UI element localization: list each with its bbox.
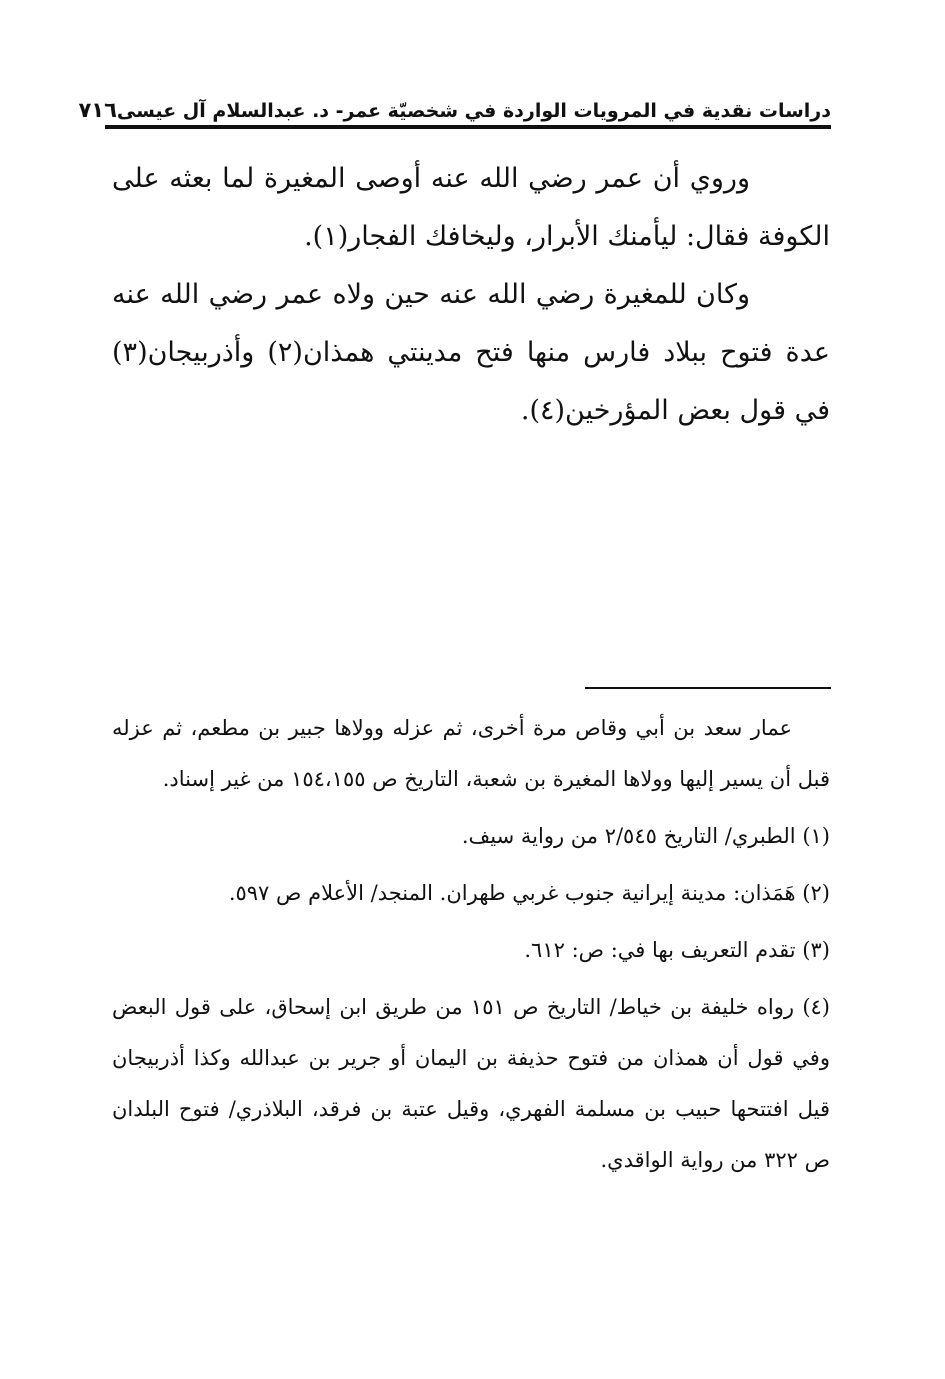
footnote-continuation: عمار سعد بن أبي وقاص مرة أخرى، ثم عزله وولاها جبير بن مطعم، ثم عزله قبل أن يسير إليها وولاها المغيرة بن شعبة، التاريخ ص ١٥٤،١٥٥ من غير إسناد.: [112, 716, 830, 791]
running-header: [78, 88, 831, 122]
header-rule: [105, 125, 831, 129]
footnote-4: (٤) رواه خليفة بن خياط/ التاريخ ص ١٥١ من طريق ابن إسحاق، على قول البعض وفي قول أن همذان من فتوح حذيفة بن اليمان أو جرير بن عبدالله وكذا أذربيجان قيل افتتحها حبيب بن مسلمة الفهري، وقيل عتبة بن فرقد، البلاذري/ فتوح البلدان ص ٣٢٢ من رواية الواقدي.: [112, 995, 830, 1172]
body-paragraph: وكان للمغيرة رضي الله عنه حين ولاه عمر رضي الله عنه عدة فتوح ببلاد فارس منها فتح مدينتي همذان(٢) وأذربيجان(٣) في قول بعض المؤرخين(٤).: [112, 279, 830, 426]
footnote-3: (٣) تقدم التعريف بها في: ص: ٦١٢.: [524, 938, 830, 962]
footnote-separator: [585, 687, 831, 689]
footnote-1: (١) الطبري/ التاريخ ٢/٥٤٥ من رواية سيف.: [461, 824, 830, 848]
body-paragraph: وروي أن عمر رضي الله عنه أوصى المغيرة لما بعثه على الكوفة فقال: ليأمنك الأبرار، وليخافك الفجار(١).: [112, 163, 830, 252]
main-text: [112, 150, 830, 440]
footnotes: [112, 703, 830, 1186]
footnote-2: (٢) هَمَذان: مدينة إيرانية جنوب غربي طهران. المنجد/ الأعلام ص ٥٩٧.: [228, 881, 830, 905]
header-title: دراسات نقدية في المرويات الواردة في شخصيّة عمر- د. عبدالسلام آل عيسى: [116, 100, 831, 122]
page-number: ٧١٦: [78, 98, 117, 122]
